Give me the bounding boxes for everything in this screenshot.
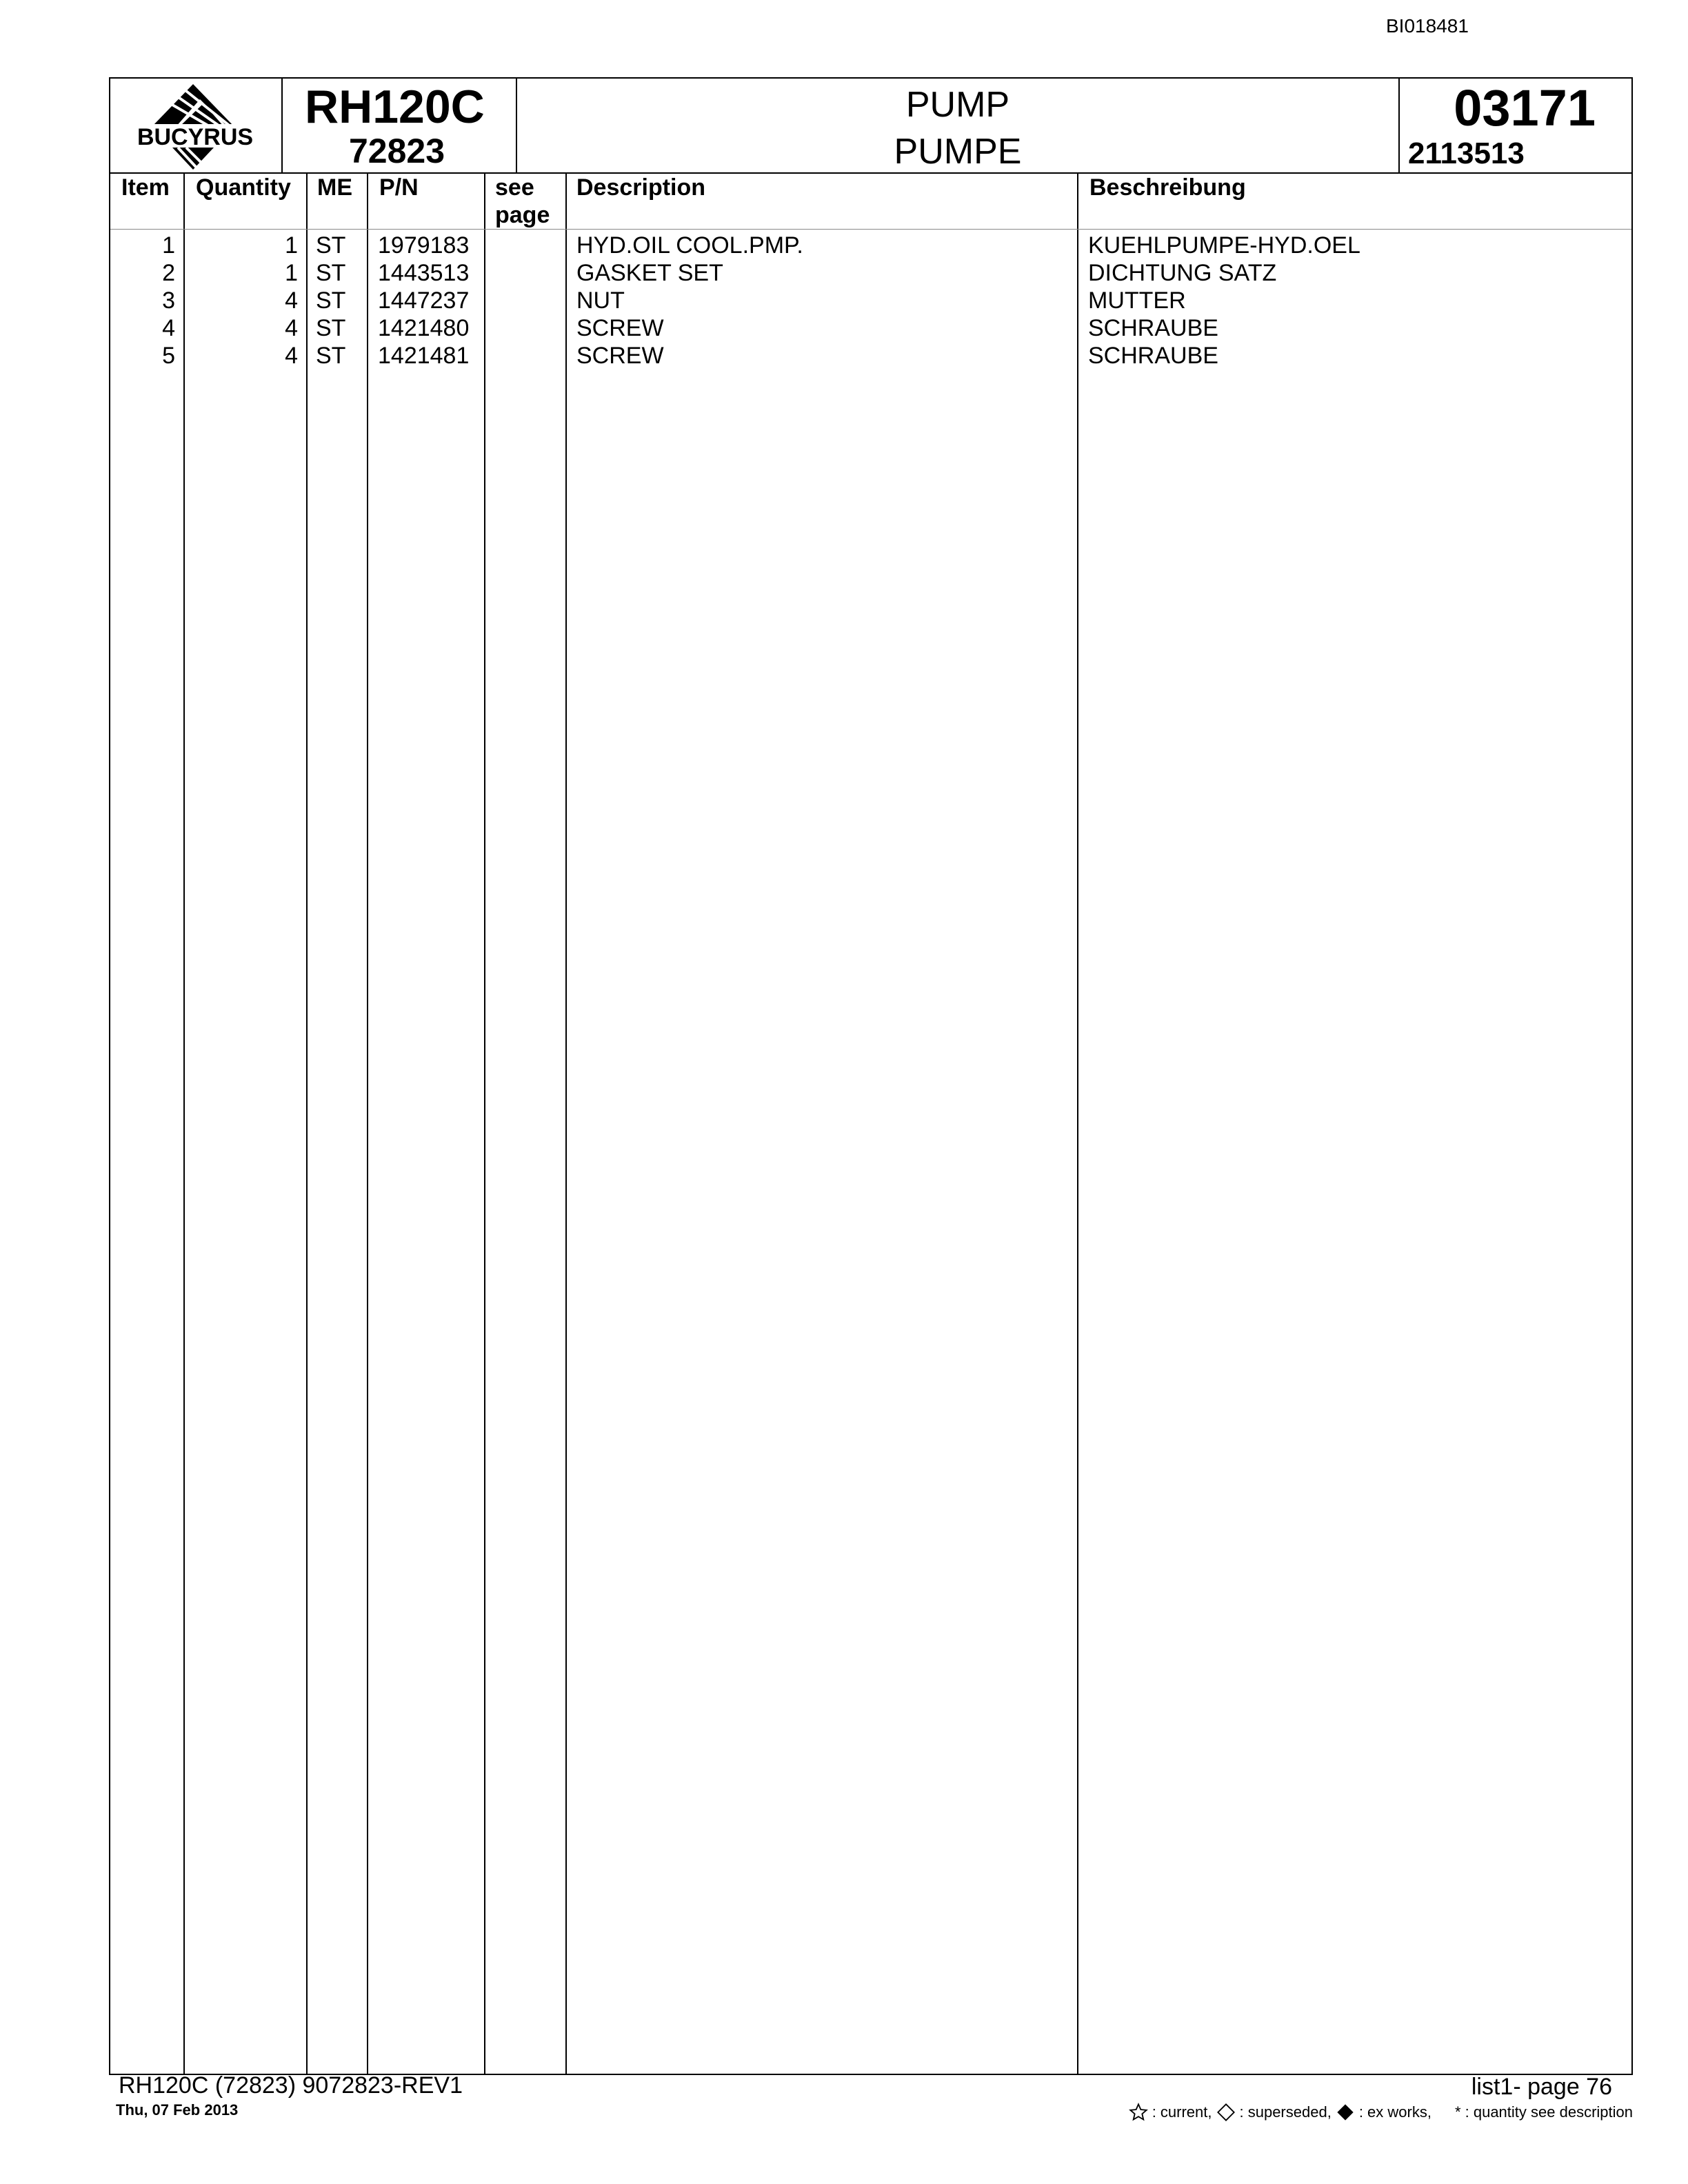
cell-quantity: 1 (285, 232, 298, 259)
cell-pn: 1421481 (378, 343, 470, 369)
header-divider (110, 229, 1631, 230)
legend-superseded: : superseded, (1239, 2103, 1332, 2121)
cell-beschreibung: KUEHLPUMPE-HYD.OEL (1088, 232, 1360, 259)
cell-beschreibung: DICHTUNG SATZ (1088, 260, 1277, 286)
header-page: page (495, 202, 550, 228)
star-outline-icon (1129, 2103, 1148, 2122)
cell-beschreibung: SCHRAUBE (1088, 315, 1218, 341)
logo-cell (110, 79, 283, 172)
column-divider (367, 172, 368, 2074)
parts-table (109, 172, 1633, 2075)
model-number: 72823 (349, 132, 445, 170)
footer-page-number: list1- page 76 (1471, 2074, 1612, 2100)
cell-beschreibung: MUTTER (1088, 287, 1186, 314)
column-divider (306, 172, 308, 2074)
column-divider (183, 172, 185, 2074)
cell-quantity: 4 (285, 287, 298, 314)
bucyrus-logo-icon (110, 79, 280, 172)
cell-item: 5 (162, 343, 175, 369)
header-item: Item (121, 174, 170, 201)
footer-date: Thu, 07 Feb 2013 (116, 2101, 239, 2119)
legend-quantity: * : quantity see description (1454, 2103, 1633, 2121)
header-see: see (495, 174, 534, 201)
legend-current: : current, (1152, 2103, 1212, 2121)
title-english: PUMP (905, 85, 1010, 125)
column-divider (1077, 172, 1078, 2074)
title-german: PUMPE (894, 132, 1022, 172)
cell-item: 2 (162, 260, 175, 286)
header-block (109, 77, 1633, 174)
cell-pn: 1443513 (378, 260, 470, 286)
cell-item: 4 (162, 315, 175, 341)
cell-item: 1 (162, 232, 175, 259)
cell-description: SCREW (576, 315, 664, 341)
cell-description: GASKET SET (576, 260, 723, 286)
legend-exworks: : ex works, (1358, 2103, 1431, 2121)
title-cell (517, 79, 1400, 172)
cell-pn: 1421480 (378, 315, 470, 341)
group-sub-code: 2113513 (1408, 136, 1525, 170)
cell-item: 3 (162, 287, 175, 314)
header-pn: P/N (379, 174, 419, 201)
cell-description: NUT (576, 287, 625, 314)
header-quantity: Quantity (196, 174, 291, 201)
cell-me: ST (316, 260, 346, 286)
cell-pn: 1447237 (378, 287, 470, 314)
document-id: BI018481 (1386, 15, 1469, 37)
group-code: 03171 (1454, 79, 1596, 136)
cell-me: ST (316, 343, 346, 369)
footer-legend (1129, 2103, 1633, 2122)
cell-quantity: 1 (285, 260, 298, 286)
logo-text: BUCYRUS (137, 124, 254, 150)
model-cell (283, 79, 517, 172)
cell-quantity: 4 (285, 315, 298, 341)
column-divider (484, 172, 485, 2074)
footer-doc-ref: RH120C (72823) 9072823-REV1 (119, 2072, 463, 2099)
cell-beschreibung: SCHRAUBE (1088, 343, 1218, 369)
cell-description: HYD.OIL COOL.PMP. (576, 232, 803, 259)
cell-quantity: 4 (285, 343, 298, 369)
column-divider (565, 172, 567, 2074)
group-code-cell (1400, 79, 1634, 172)
header-me: ME (317, 174, 352, 201)
header-beschreibung: Beschreibung (1089, 174, 1246, 201)
diamond-outline-icon (1216, 2103, 1236, 2122)
cell-me: ST (316, 232, 346, 259)
cell-me: ST (316, 315, 346, 341)
cell-description: SCREW (576, 343, 664, 369)
cell-pn: 1979183 (378, 232, 470, 259)
model-name: RH120C (305, 81, 485, 133)
cell-me: ST (316, 287, 346, 314)
diamond-filled-icon (1336, 2103, 1355, 2122)
header-see-page (495, 174, 550, 229)
header-description: Description (576, 174, 706, 201)
